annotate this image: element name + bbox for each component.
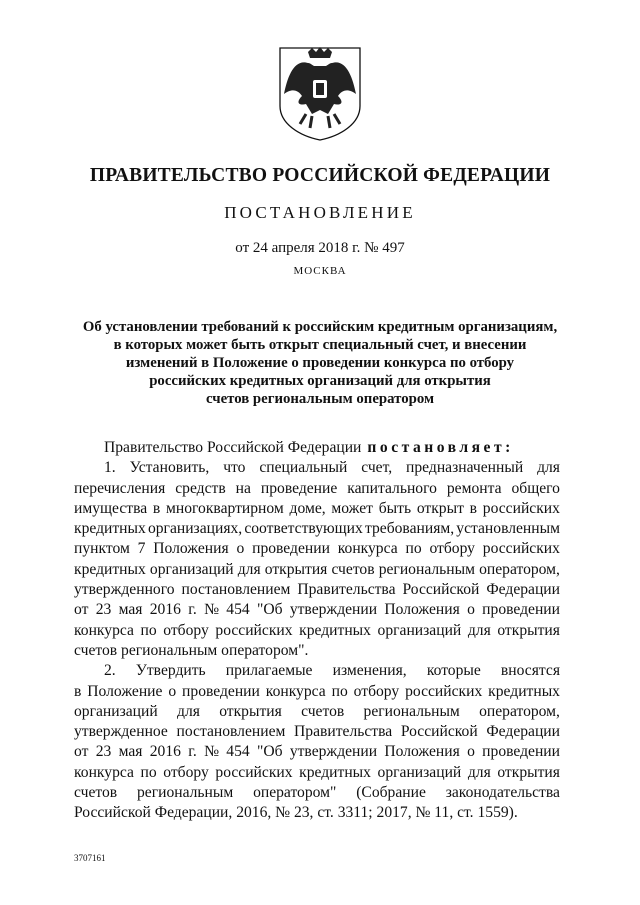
city: МОСКВА — [293, 265, 347, 277]
text-line: имущества в многоквартирном доме, может быть открыт в российских — [74, 499, 560, 517]
document-code: 3707161 — [74, 853, 106, 863]
russian-coat-of-arms-icon — [276, 44, 364, 142]
text-line: в Положение о проведении конкурса по отбору российских кредитных — [74, 682, 560, 700]
text-line: кредитных организациях, соответствующих требованиям, установленным — [74, 520, 560, 538]
title-line: в которых может быть открыт специальный счет, и внесении — [113, 337, 527, 353]
decree-word: постановляет: — [367, 439, 514, 456]
title-line: счетов региональным оператором — [205, 391, 435, 407]
text-line: кредитных организаций для открытия счетов региональным оператором, — [74, 560, 560, 578]
text-line: пунктом 7 Положения о проведении конкурса по отбору российских — [74, 540, 560, 558]
text-line: организаций для открытия счетов региональным оператором, — [74, 702, 560, 720]
title-line: российских кредитных организаций для открытия — [149, 373, 491, 389]
decree-body — [74, 438, 560, 824]
paragraph-2 — [74, 661, 560, 823]
text-line: Российской Федерации, 2016, № 23, ст. 3311; 2017, № 11, ст. 1559). — [74, 804, 518, 822]
preamble — [74, 438, 560, 458]
text-line: 1. Установить, что специальный счет, предназначенный для — [104, 459, 560, 477]
text-line: конкурса по отбору российских кредитных организаций для открытия — [74, 621, 560, 639]
title-line: Об установлении требований к российским кредитным организациям, — [82, 319, 558, 335]
text-line: утвержденное постановлением Правительства Российской Федерации — [74, 723, 560, 741]
preamble-text: Правительство Российской Федерации — [104, 439, 362, 456]
text-line: 2. Утвердить прилагаемые изменения, которые вносятся — [104, 662, 560, 680]
title-line: изменений в Положение о проведении конкурса по отбору — [125, 355, 515, 371]
text-line: перечисления средств на проведение капитального ремонта общего — [74, 479, 560, 497]
text-line: утвержденного постановлением Правительства Российской Федерации — [74, 581, 560, 599]
paragraph-1 — [74, 458, 560, 661]
text-line: счетов региональным оператором" (Собрание законодательства — [74, 784, 560, 802]
text-line: конкурса по отбору российских кредитных организаций для открытия — [74, 763, 560, 781]
decree-title — [70, 318, 570, 408]
date-and-number: от 24 апреля 2018 г. № 497 — [235, 240, 405, 256]
document-type: ПОСТАНОВЛЕНИЕ — [224, 203, 416, 222]
text-line: от 23 мая 2016 г. № 454 "Об утверждении Положения о проведении — [74, 743, 560, 761]
government-name: ПРАВИТЕЛЬСТВО РОССИЙСКОЙ ФЕДЕРАЦИИ — [89, 165, 551, 186]
text-line: от 23 мая 2016 г. № 454 "Об утверждении Положения о проведении — [74, 601, 560, 619]
text-line: счетов региональным оператором". — [74, 641, 309, 659]
